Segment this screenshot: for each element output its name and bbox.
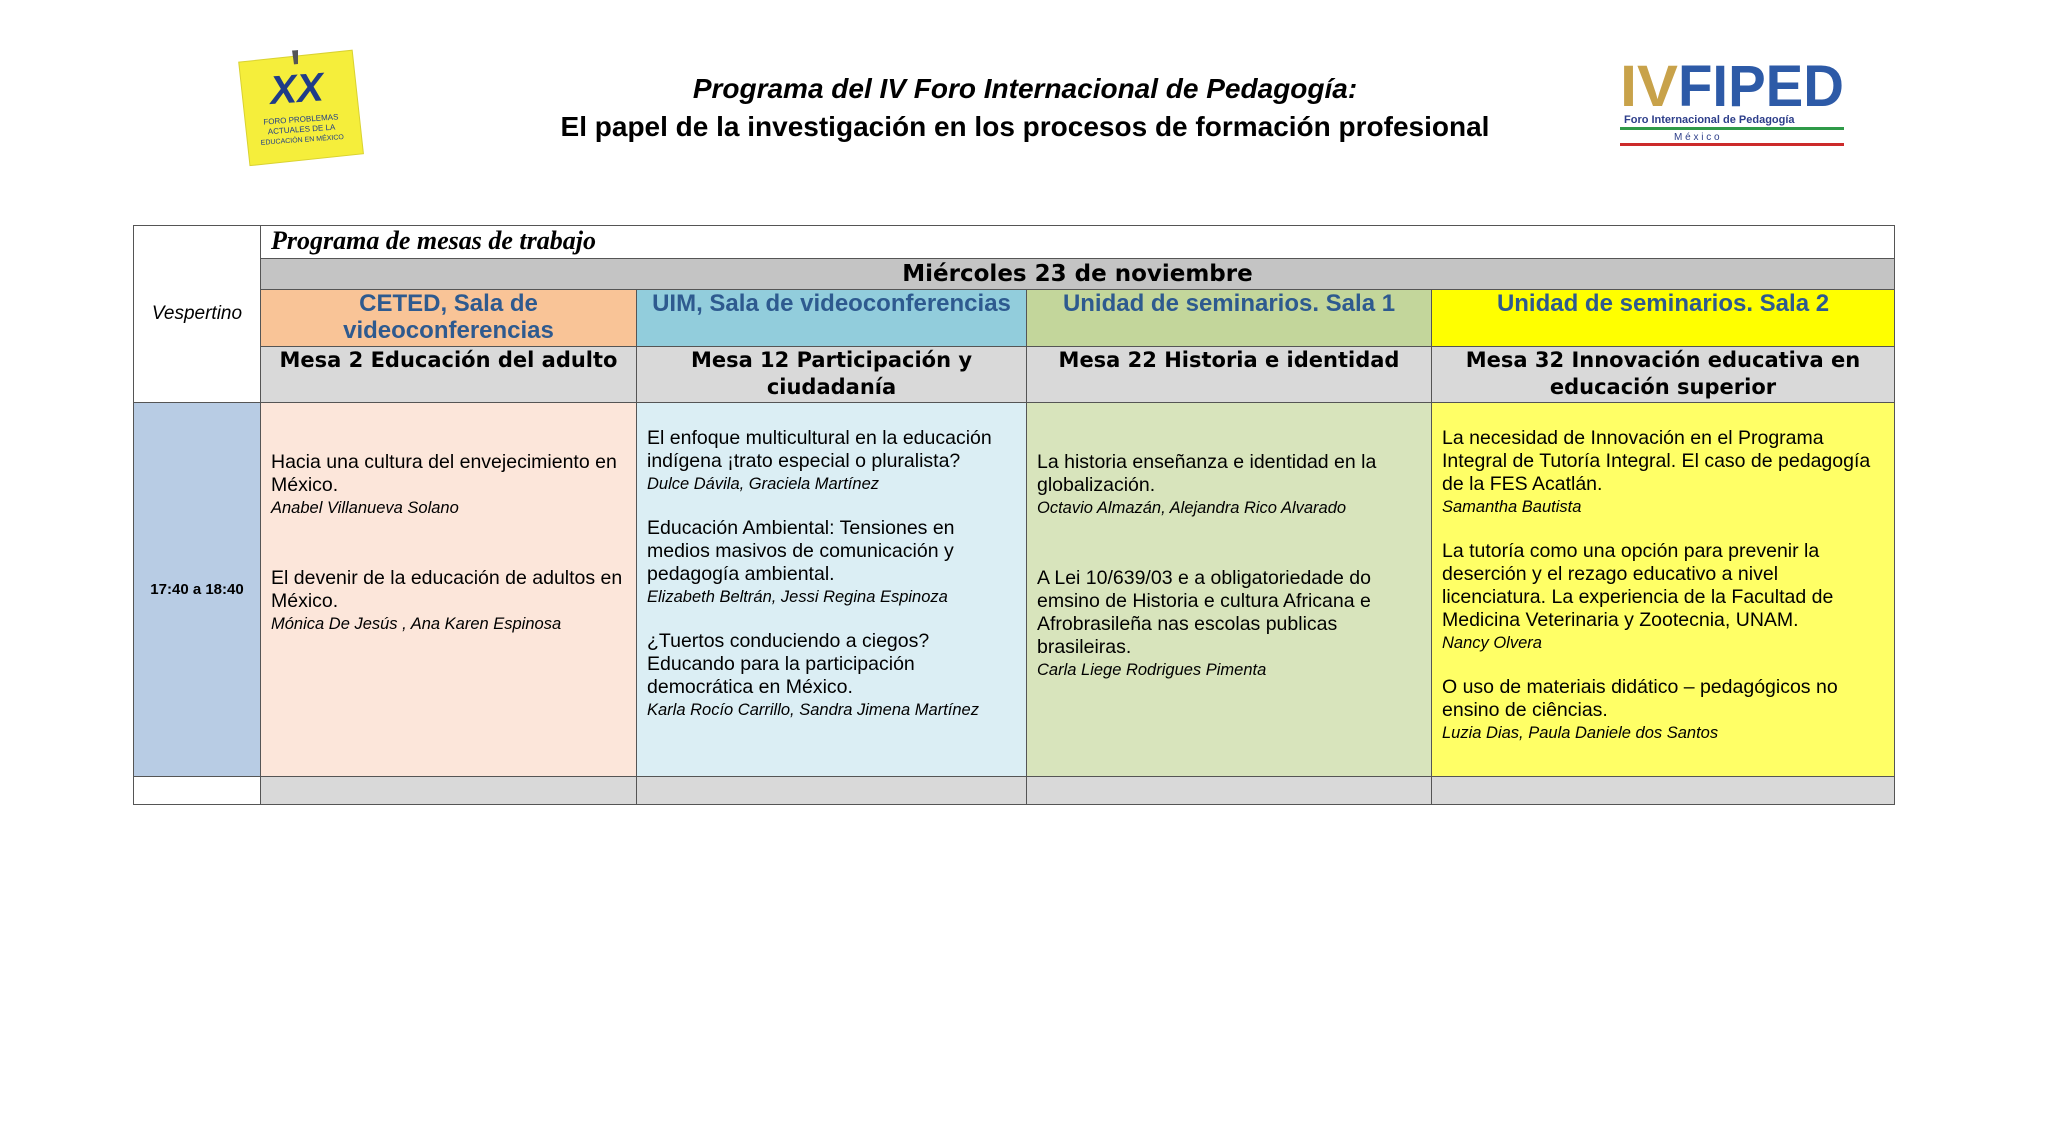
talk-authors: Nancy Olvera <box>1442 634 1542 652</box>
venue-seminarios-2: Unidad de seminarios. Sala 2 <box>1432 290 1895 347</box>
talk-title: El enfoque multicultural en la educación indígena ¡trato especial o pluralista? <box>647 427 992 472</box>
fiped-subtitle: Foro Internacional de Pedagogía <box>1624 114 1795 126</box>
fiped-logo-graphic <box>1614 56 1850 148</box>
venue-seminarios-1: Unidad de seminarios. Sala 1 <box>1027 290 1432 347</box>
svg-text:IV: IV <box>1620 56 1679 119</box>
footer-empty-cell <box>134 777 261 805</box>
title-line-2: El papel de la investigación en los procesos de formación profesional <box>560 111 1490 142</box>
talk-title: La historia enseñanza e identidad en la globalización. <box>1037 451 1377 496</box>
date-header: Miércoles 23 de noviembre <box>261 259 1895 290</box>
talk-title: Educación Ambiental: Tensiones en medios masivos de comunicación y pedagogía ambiental. <box>647 517 955 585</box>
talk-item <box>647 517 1016 608</box>
venue-ceted: CETED, Sala de videoconferencias <box>261 290 637 347</box>
talk-item <box>271 451 626 519</box>
page-title <box>420 70 1630 146</box>
talk-item <box>1037 567 1421 681</box>
fiped-country: M é x i c o <box>1674 132 1720 143</box>
time-slot: 17:40 a 18:40 <box>134 403 261 777</box>
talk-title: Hacia una cultura del envejecimiento en México. <box>271 451 617 496</box>
talks-mesa-32 <box>1432 403 1895 777</box>
logo-xx-text: XX <box>268 65 325 113</box>
program-title: Programa de mesas de trabajo <box>261 226 1895 259</box>
talk-authors: Elizabeth Beltrán, Jessi Regina Espinoza <box>647 588 948 606</box>
talk-authors: Samantha Bautista <box>1442 498 1582 516</box>
mesa-32-title: Mesa 32 Innovación educativa en educación superior <box>1432 347 1895 403</box>
talk-title: O uso de materiais didático – pedagógicos no ensino de ciências. <box>1442 676 1838 721</box>
talks-mesa-22 <box>1027 403 1432 777</box>
talks-mesa-2 <box>261 403 637 777</box>
talk-item <box>647 427 1016 495</box>
talk-item <box>1442 676 1884 744</box>
talk-item <box>1442 427 1884 518</box>
talk-authors: Dulce Dávila, Graciela Martínez <box>647 475 879 493</box>
foro-xx-logo <box>234 46 366 168</box>
logo-xx-line3: EDUCACIÓN EN MÉXICO <box>260 134 345 147</box>
talk-title: El devenir de la educación de adultos en México. <box>271 567 623 612</box>
mesa-12-title: Mesa 12 Participación y ciudadanía <box>637 347 1027 403</box>
talk-authors: Karla Rocío Carrillo, Sandra Jimena Martínez <box>647 701 979 719</box>
svg-text:FIPED: FIPED <box>1678 56 1844 119</box>
talk-title: La necesidad de Innovación en el Programa Integral de Tutoría Integral. El caso de pedagogía de la FES Acatlán. <box>1442 427 1871 495</box>
talk-authors: Carla Liege Rodrigues Pimenta <box>1037 661 1267 679</box>
talk-title: ¿Tuertos conduciendo a ciegos? Educando para la participación democrática en México. <box>647 630 930 698</box>
talk-authors: Octavio Almazán, Alejandra Rico Alvarado <box>1037 499 1347 517</box>
mesa-22-title: Mesa 22 Historia e identidad <box>1027 347 1432 403</box>
session-label: Vespertino <box>134 226 261 403</box>
footer-empty-cell <box>261 777 637 805</box>
mesa-2-title: Mesa 2 Educación del adulto <box>261 347 637 403</box>
talk-item <box>1442 540 1884 654</box>
logo-xx-line1: FORO PROBLEMAS <box>263 112 339 127</box>
schedule-table <box>133 225 1895 805</box>
footer-empty-cell <box>637 777 1027 805</box>
talk-authors: Mónica De Jesús , Ana Karen Espinosa <box>271 615 562 633</box>
logo-xx-line2: ACTUALES DE LA <box>267 122 336 137</box>
talk-authors: Anabel Villanueva Solano <box>271 499 459 517</box>
talk-item <box>1037 451 1421 519</box>
footer-empty-cell <box>1432 777 1895 805</box>
footer-empty-cell <box>1027 777 1432 805</box>
talk-title: La tutoría como una opción para prevenir la deserción y el rezago educativo a nivel licenciatura. La experiencia de la Facultad de Medicina Veterinaria y Zootecnia, UNAM. <box>1442 540 1834 631</box>
talk-item <box>647 630 1016 721</box>
talk-title: A Lei 10/639/03 e a obligatoriedade do emsino de Historia e cultura Africana e Afrobrasileña nas escolas publicas brasileiras. <box>1037 567 1371 658</box>
talk-authors: Luzia Dias, Paula Daniele dos Santos <box>1442 724 1719 742</box>
talk-item <box>271 567 626 635</box>
fiped-logo <box>1614 56 1850 148</box>
foro-xx-logo-graphic <box>234 46 366 168</box>
venue-uim: UIM, Sala de videoconferencias <box>637 290 1027 347</box>
talks-mesa-12 <box>637 403 1027 777</box>
title-line-1: Programa del IV Foro Internacional de Pedagogía: <box>692 73 1358 104</box>
